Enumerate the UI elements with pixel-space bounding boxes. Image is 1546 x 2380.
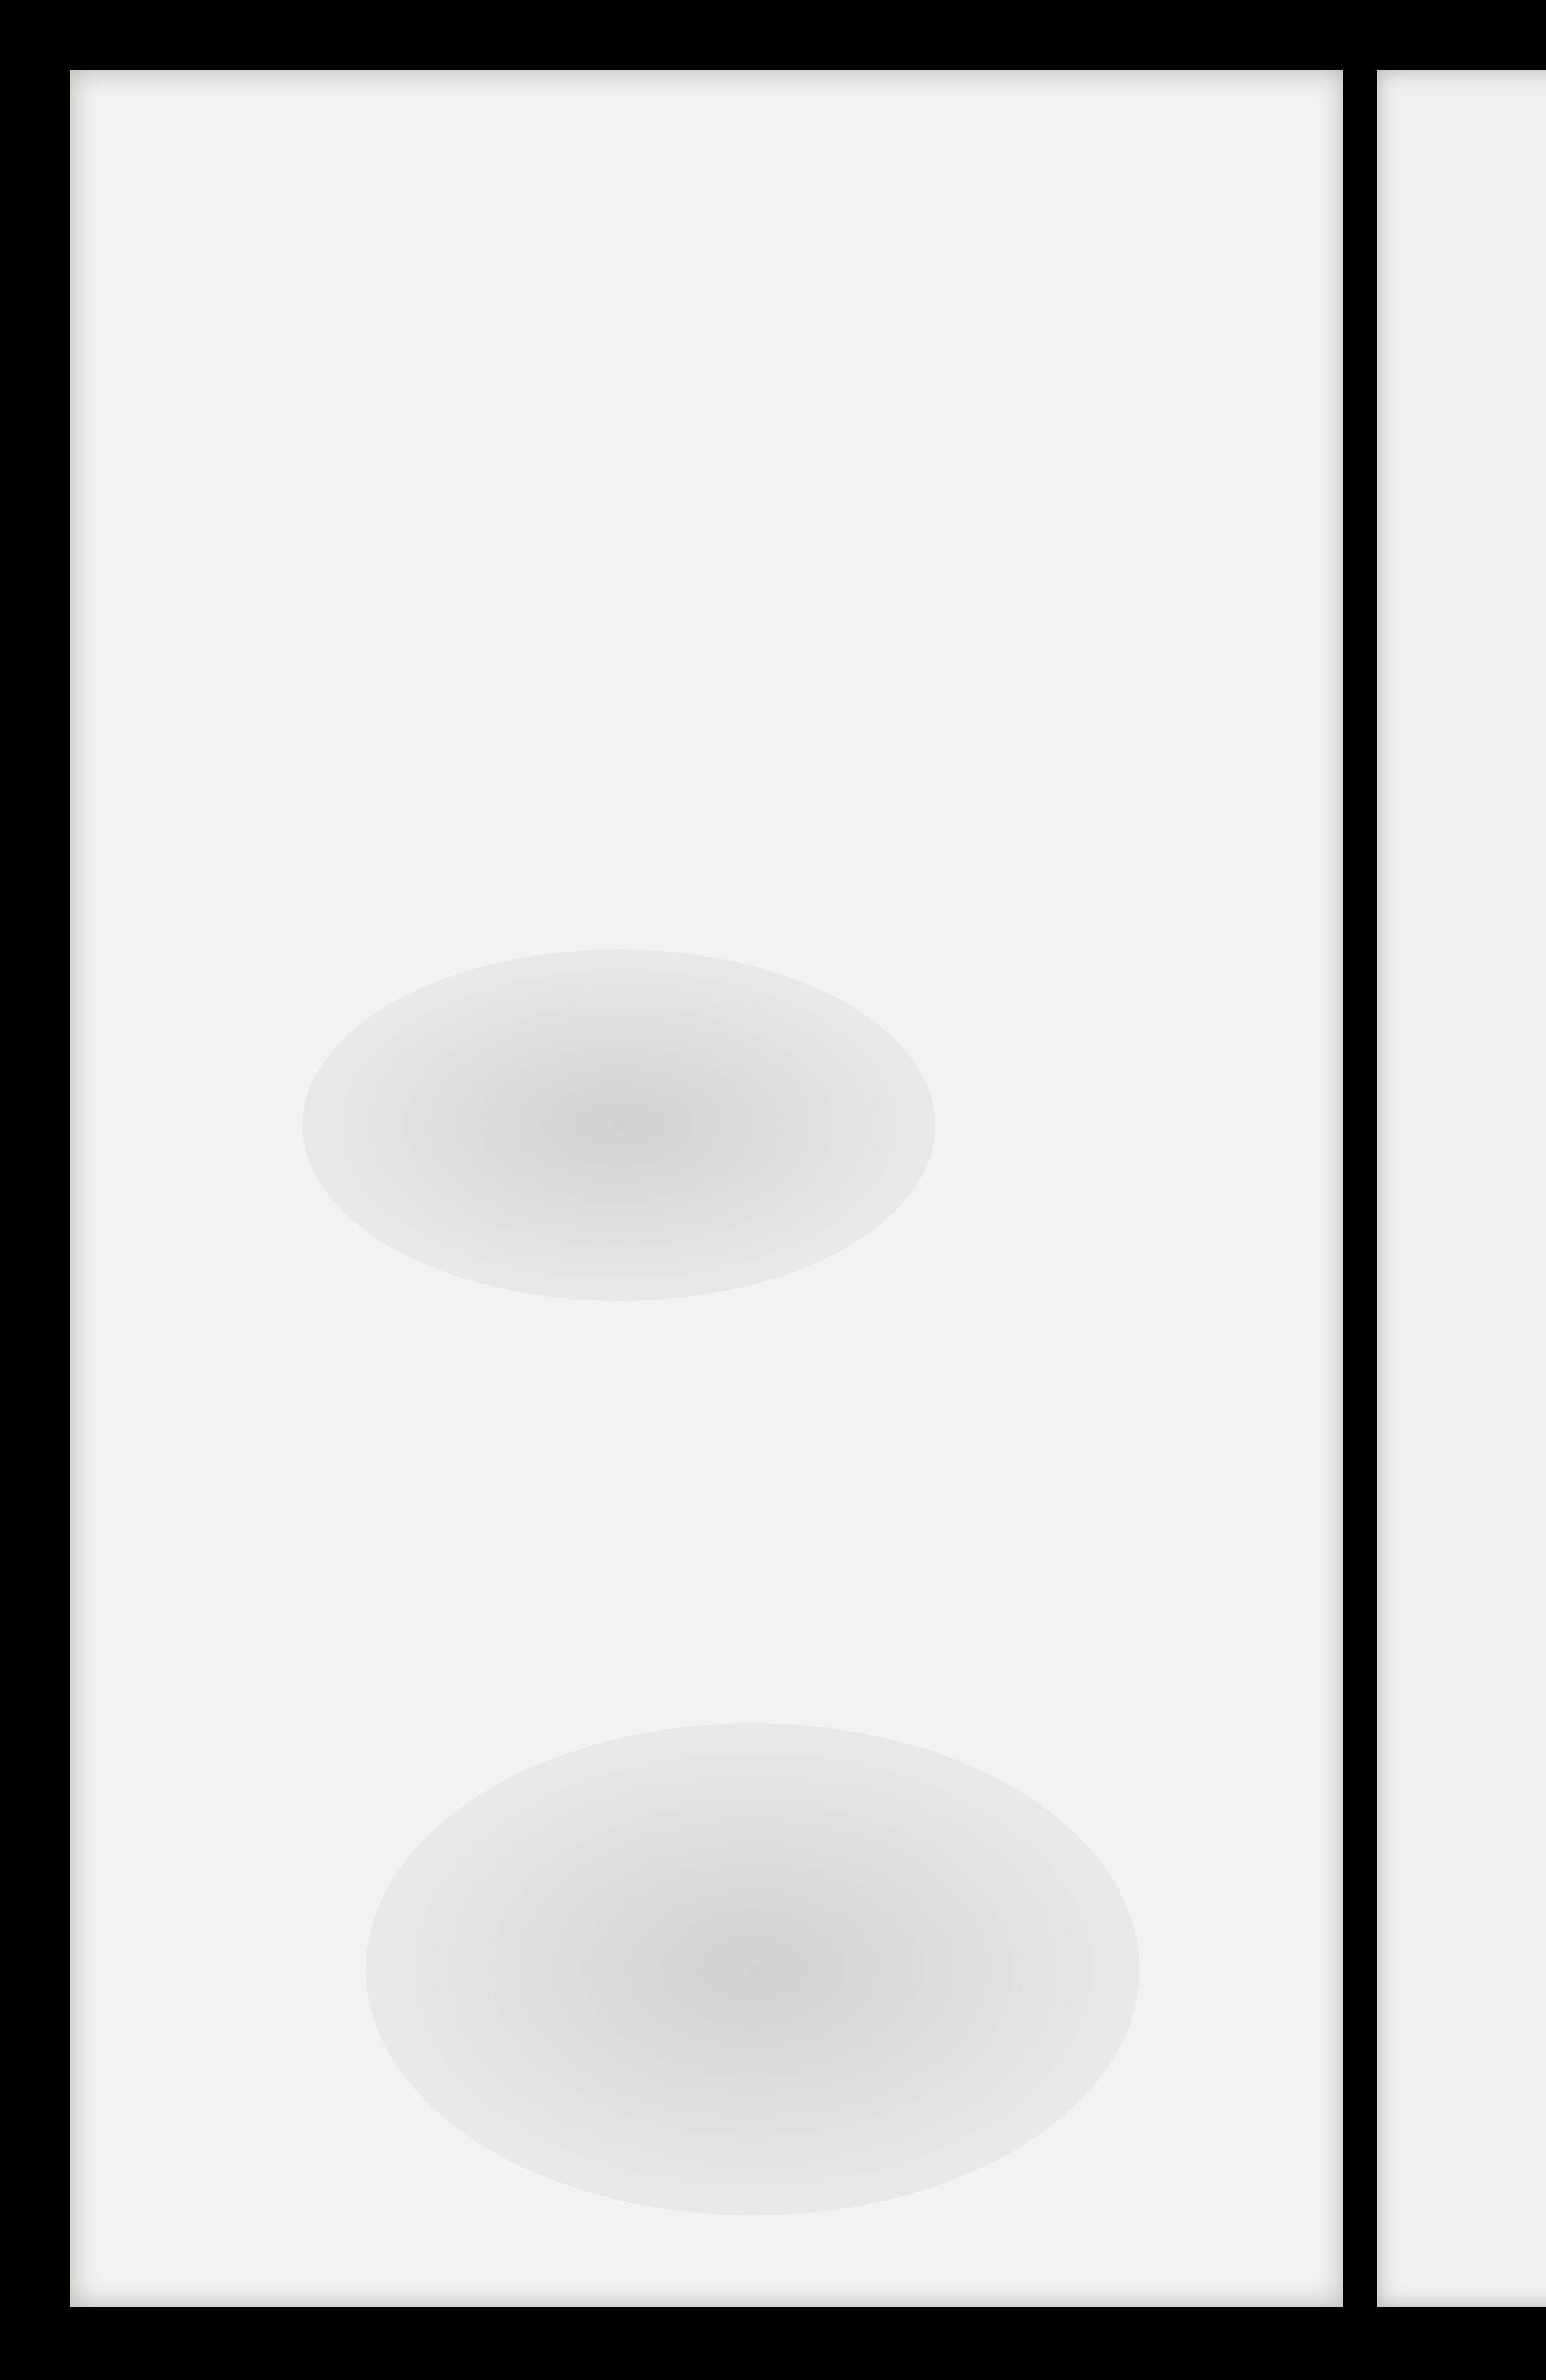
right-page xyxy=(1377,70,1546,2307)
running-head xyxy=(179,56,1298,162)
left-page xyxy=(70,70,1343,2307)
